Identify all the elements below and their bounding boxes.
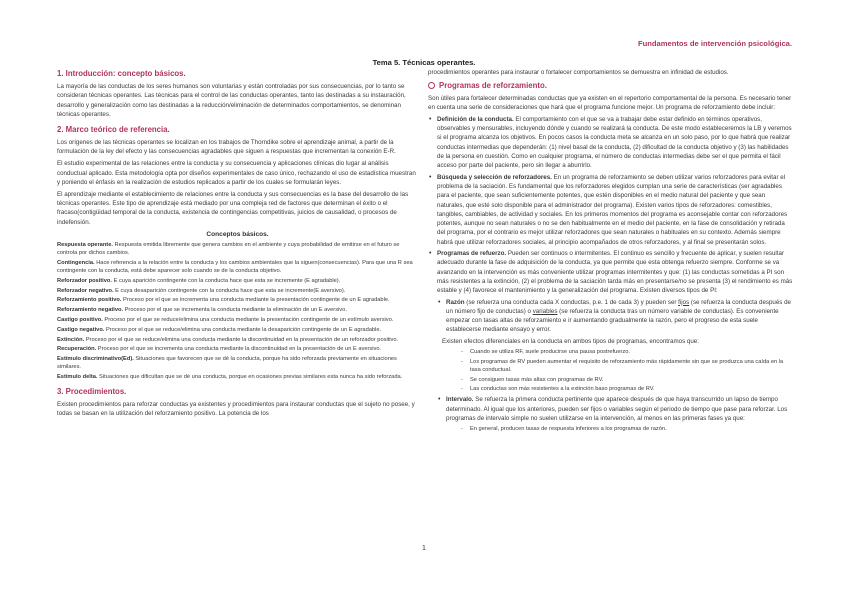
concepts-subtitle: Conceptos básicos. [206, 230, 269, 238]
section-3-paragraph: Existen procedimientos para reforzar conductas ya existentes y procedimientos para instaurar conductas que el sujeto no posee, y todas se basan en la utilización del reforzamiento positivo. La potencia de los [57, 400, 415, 418]
definition-item: Estímulo delta. Situaciones que dificultan que se dé una conducta, porque en ocasiones previas similares esta nunca ha sido reforzada. [57, 373, 403, 380]
document-title: Tema 5. Técnicas operantes. [372, 58, 476, 67]
dash-item: - Las conductas son más resistentes a la extinción baso programas de RV. [428, 385, 794, 393]
bullet-ratio: • Razón (se refuerza una conducta cada X conductas, p.e. 1 de cada 3) y pueden ser fijos (se refuerza la conducta después de un número fijo de conductas) o variables (se refuerza la conducta tras un número variable de conductas). Es conveniente empezar con tasas altas de reforzamiento e ir aumentando gradualmente la razón, pero el progreso de esta suele establecerse mediante ensayo y error. [428, 298, 794, 335]
definition-item: Reforzador positivo. E cuya aparición contingente con la conducta hace que esta se incremente (E agradable). [57, 277, 341, 284]
section-1-paragraph: La mayoría de las conductas de los seres humanos son voluntarias y están controladas por sus consecuencias, por lo tanto se consideran técnicas operantes. Las técnicas para el control de las conductas operantes, tanto las destinadas a su instauración, desarrollo y generalización como las destinadas a la reducción/eliminación de determinados comportamientos, se denominan técnicas operantes. [57, 83, 406, 118]
section-3-title: 3. Procedimientos. [57, 386, 127, 396]
variables-link[interactable]: variables [532, 307, 558, 315]
programs-subtitle [428, 80, 794, 91]
dash-item: - En general, producen tasas de respuesta inferiores a los programas de razón. [428, 425, 794, 433]
definition-item: Recuperación. Proceso por el que se incrementa una conducta mediante la discontinuidad en la presentación de un E aversivo. [57, 346, 382, 353]
dash-item: - Se consiguen tasas más altas con programas de RV. [428, 376, 794, 384]
course-header: Fundamentos de intervención psicológica. [637, 39, 792, 48]
definition-item: Extinción. Proceso por el que se reduce/elimina una conducta mediante la discontinuidad en la presentación de un reforzador positivo. [57, 336, 399, 343]
right-column [428, 68, 794, 435]
bullet-definition: • Definición de la conducta. El comportamiento con el que se va a trabajar debe estar definido en términos operativos, observables y mensurables, incluyendo dónde y cuando se realizará la conducta. De este modo estableceremos la LB y veremos si el programa alcanza los objetivos. En pocos casos la conducta meta se alcanza en un solo paso, por lo que habrá que realizar conductas intermedias que dependerán: (1) nivel basal de la conducta, (2) dificultad de la conducta objetivo y (3) las habilidades de la persona en cuestión. Como en cualquier programa, el número de conductas intermedias debe ser el que permita el fácil acceso por parte del paciente, pero sin llegar a aburrirlo. [428, 115, 794, 171]
section-2-paragraph-1: Los orígenes de las técnicas operantes se localizan en los trabajos de Thorndike sobre el aprendizaje animal, a partir de la formulación de la ley del efecto y las consecuencias agradables que siguen a respuestas que incrementan la conexión E-R. [57, 139, 396, 156]
programs-subtitle-text: Programas de reforzamiento. [439, 80, 547, 90]
page-number: 1 [422, 545, 426, 552]
section-2-paragraph-3: El aprendizaje mediante el establecimiento de relaciones entre la conducta y sus consecuencias es la base del desarrollo de las técnicas operantes. Este tipo de aprendizaje está mediado por una compleja red de factores que determinan el éxito o el fracaso(contigüidad temporal de la conducta, existencia de contingencias competitivas, juicios de causalidad, o procesos de indefensión. [57, 190, 409, 226]
definition-item: Castigo negativo. Proceso por el que se reduce/elimina una conducta mediante la desaparición contingente de un E agradable. [57, 326, 382, 333]
definition-item: Castigo positivo. Proceso por el que se reduce/elimina una conducta mediante la presentación contingente de un estímulo aversivo. [57, 316, 394, 323]
effects-paragraph: Existen efectos diferenciales en la conducta en ambos tipos de programas, encontramos que: [442, 337, 699, 345]
fijos-link[interactable]: fijos [678, 298, 690, 306]
definition-item: Reforzamiento positivo. Proceso por el que se incrementa una conducta mediante la presentación contingente de un E agradable. [57, 297, 390, 304]
definition-item: Respuesta operante. Respuesta emitida libremente que genera cambios en el ambiente y cuya probabilidad de emitirse en el futuro se controla por dichos cambios. [57, 242, 400, 257]
dash-item: - Los programas de RV pueden aumentar el requisito de reforzamiento más rápidamente sin que se produzca una caída en la tasa conductual. [428, 358, 794, 374]
bullet-schedules: • Programas de refuerzo. Pueden ser continuos o intermitentes. El continuo es sencillo y frecuente de aplicar, y suelen resultar adecuado durante la fase de adquisición de la conducta, ya que permite que esta obtenga refuerzo siempre. Conforme se va avanzando en la intervención es más conveniente utilizar programas intermitentes y que: (1) las conductas sometidas a PI son más resistentes a la extinción, (2) el problema de la saciación tarda más en presentarse/no se presenta (3) el rendimiento es más estable y (4) favorece el mantenimiento y la generalización del programa. Existen diversos tipos de PI: [428, 249, 794, 295]
section-2-title: 2. Marco teórico de referencia. [57, 125, 170, 135]
programs-intro: Son útiles para fortalecer determinadas conductas que ya existen en el repertorio comportamental de la persona. Es necesario tener en cuenta una serie de consideraciones que hará que el programa funcione mejor. Un programa de reforzamiento debe incluir: [428, 94, 792, 112]
bullet-interval: • Intervalo. Se refuerza la primera conducta pertinente que aparece después de que haya transcurrido un lapso de tiempo determinado. Al igual que los anteriores, pueden ser fijos o variables según el periodo de tiempo que pase para reforzar. Los programas de intervalo simple no suelen utilizarse en la intervención, al menos en las primeras fases ya que: [428, 395, 794, 423]
definition-item: Reforzamiento negativo. Proceso por el que se incrementa la conducta mediante la eliminación de un E aversivo. [57, 307, 347, 314]
dash-item: - Cuando se utiliza RF, suele producirse una pausa postrefuerzo. [428, 348, 794, 356]
definition-item: Contingencia. Hace referencia a la relación entre la conducta y los cambios ambientales que la siguen(consecuencias). Para que una R sea contingente con la conducta, está debe aparecer solo cuando se de la conducta objetivo. [57, 259, 413, 274]
section-2-paragraph-2: El estudio experimental de las relaciones entre la conducta y su consecuencia y aplicaciones clínicas dio lugar al análisis conductual aplicado. Esta metodología opta por diseños experimentales de caso único, rechazando el uso de estadística muestran y poniendo el énfasis en la realización de estudios replicados a partir de los cuales se formularán leyes. [57, 160, 416, 186]
continued-paragraph: procedimientos operantes para instaurar o fortalecer comportamientos se demuestra en infinidad de estudios. [428, 69, 729, 76]
bullet-reinforcers: • Búsqueda y selección de reforzadores. En un programa de reforzamiento se deben utilizar varios reforzadores para evitar el problema de la saciación. Es fundamental que los reforzadores elegidos cumplan una serie de características (ser agradables para el paciente, que sean suficientemente potentes, que estén disponibles en el medio natural del paciente y que sean naturales, que esté solo disponible para el administrador del programa). Existen varios tipos de reforzadores: comestibles, tangibles, cambiables, de actividad y sociales. En los primeros momentos del programa es aconsejable contar con reforzadores potentes, aunque no sean naturales o no se den habitualmente en el medio del paciente, en la fase de consolidación y retirada del programa, por el contrario es mejor utilizar reforzadores que sean naturales o habituales en su contexto. Además siempre habrá que utilizar reforzadores sociales, al principio acompañados de otros reforzadores, y al final se presentarán solos. [428, 173, 794, 247]
definition-item: Estímulo discriminativo(Ed). Situaciones que favorecen que se dé la conducta, porque ha sido reforzada previamente en situaciones similares. [57, 356, 397, 371]
section-1-title: 1. Introducción: concepto básicos. [57, 69, 186, 78]
circle-bullet-icon [428, 82, 435, 89]
definition-item: Reforzador negativo. E cuya desaparición contingente con la conducta hace que esta se incremente(E aversivo). [57, 287, 346, 294]
left-column [57, 68, 418, 421]
